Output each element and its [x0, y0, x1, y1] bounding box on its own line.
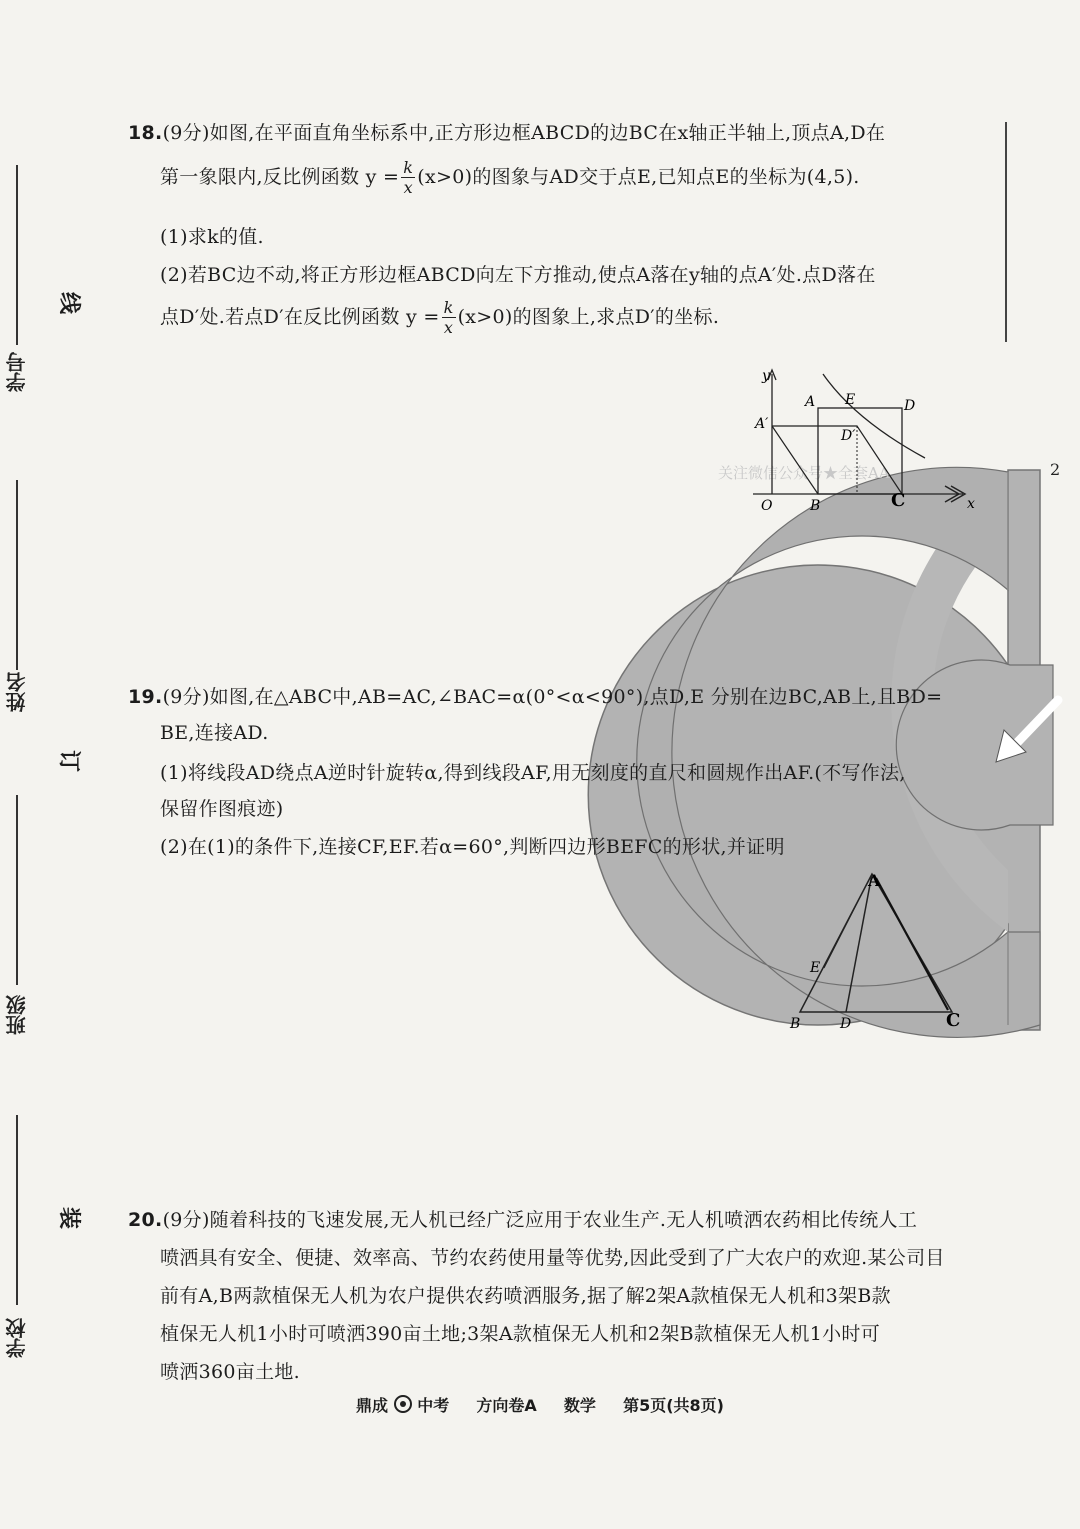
q18-square-moved — [772, 426, 902, 494]
q20-line-2: 喷洒具有安全、便捷、效率高、节约农药使用量等优势,因此受到了广大农户的欢迎.某公司目 — [160, 1247, 945, 1269]
footer-page-number: 第5页(共8页) — [623, 1396, 724, 1415]
q18-label-A: A — [805, 394, 816, 410]
binding-mark-line: 线 — [59, 288, 82, 314]
footer-paper: 方向卷A — [476, 1396, 537, 1415]
q18-label-B: B — [810, 498, 821, 514]
q18-label-E: E — [845, 392, 856, 408]
q19-figure — [780, 860, 980, 1035]
page-footer — [0, 1393, 1080, 1416]
q18-frac2-den: x — [443, 318, 454, 337]
q18-frac-den: x — [403, 178, 413, 197]
page-corner-number: 2 — [1050, 460, 1061, 479]
q20-line-4: 植保无人机1小时可喷洒390亩土地;3架A款植保无人机和2架B款植保无人机1小时可 — [160, 1323, 881, 1345]
q18-label-D: D — [904, 398, 916, 414]
q18-text-1: (9分)如图,在平面直角坐标系中,正方形边框ABCD的边BC在x轴正半轴上,顶点A,D在 — [162, 122, 886, 144]
q18-line-3: (1)求k的值. — [160, 226, 264, 248]
q18-line-4: (2)若BC边不动,将正方形边框ABCD向左下方推动,使点A落在y轴的点A′处.点D落在 — [160, 264, 876, 286]
q18-label-Aprime: A′ — [755, 416, 769, 432]
q20-line-1 — [128, 1205, 917, 1232]
q18-figure — [745, 362, 985, 522]
q18-square-ABCD — [818, 408, 902, 494]
q20-line-3: 前有A,B两款植保无人机为农户提供农药喷洒服务,据了解2架A款植保无人机和3架B款 — [160, 1285, 891, 1307]
q20-line-5: 喷洒360亩土地. — [160, 1361, 301, 1383]
q19-label-E: E — [810, 960, 821, 976]
q19-text-1: (9分)如图,在△ABC中,AB=AC,∠BAC=α(0°<α<90°),点D,E 分别在边BC,AB上,且BD= — [162, 686, 943, 708]
q18-frac2-num: k — [443, 298, 454, 317]
q19-label-D: D — [840, 1016, 852, 1032]
q19-label-B: B — [790, 1016, 801, 1032]
binding-mark-staple: 订 — [59, 746, 82, 772]
q19-line-5: (2)在(1)的条件下,连接CF,EF.若α=60°,判断四边形BEFC的形状,并证明 — [160, 836, 785, 858]
binding-label-student-id: 学号 — [5, 352, 29, 392]
binding-mark-bind: 装 — [59, 1203, 82, 1229]
q19-triangle-ABC — [800, 874, 952, 1012]
binding-label-name: 姓名 — [5, 672, 29, 712]
q19-line-2: BE,连接AD. — [160, 722, 269, 744]
q19-segment-AE-mark — [824, 874, 872, 968]
binding-label-school: 学校 — [5, 1318, 29, 1358]
footer-brand-2: 中考 — [417, 1396, 450, 1415]
q18-label-Dprime: D′ — [841, 428, 856, 444]
q18-text-2b: (x>0)的图象与AD交于点E,已知点E的坐标为(4,5). — [417, 166, 860, 188]
q19-line-3: (1)将线段AD绕点A逆时针旋转α,得到线段AF,用无刻度的直尺和圆规作出AF.(不写作法, — [160, 762, 906, 784]
q20-number: 20. — [128, 1209, 163, 1231]
q19-line-1 — [128, 682, 942, 709]
q19-label-A: A — [868, 871, 881, 890]
q18-label-x: x — [967, 496, 975, 512]
footer-brand-1: 鼎成 — [356, 1396, 389, 1415]
watermark: 关注微信公众号★全套AA — [718, 464, 890, 482]
q19-number: 19. — [128, 686, 163, 708]
q19-label-C: C — [946, 1010, 961, 1031]
q18-text-5b: (x>0)的图象上,求点D′的坐标. — [457, 306, 720, 328]
q19-line-4: 保留作图痕迹) — [160, 798, 284, 820]
q18-frac-num: k — [403, 158, 414, 177]
q18-label-O: O — [761, 498, 773, 514]
q19-segment-AD — [846, 874, 872, 1012]
q18-label-y: y — [762, 368, 770, 384]
binding-label-class: 班级 — [5, 995, 29, 1035]
q18-hyperbola — [823, 374, 925, 458]
q18-text-2a: 第一象限内,反比例函数 y = — [160, 166, 400, 188]
q20-text-1: (9分)随着科技的飞速发展,无人机已经广泛应用于农业生产.无人机喷洒农药相比传统人工 — [162, 1209, 918, 1231]
footer-subject: 数学 — [563, 1396, 596, 1415]
q18-label-C: C — [891, 490, 906, 511]
q19-handwritten-stroke — [876, 878, 948, 1010]
q18-number: 18. — [128, 122, 163, 144]
q18-text-5a: 点D′处.若点D′在反比例函数 y = — [160, 306, 440, 328]
footer-logo-icon — [394, 1395, 412, 1413]
